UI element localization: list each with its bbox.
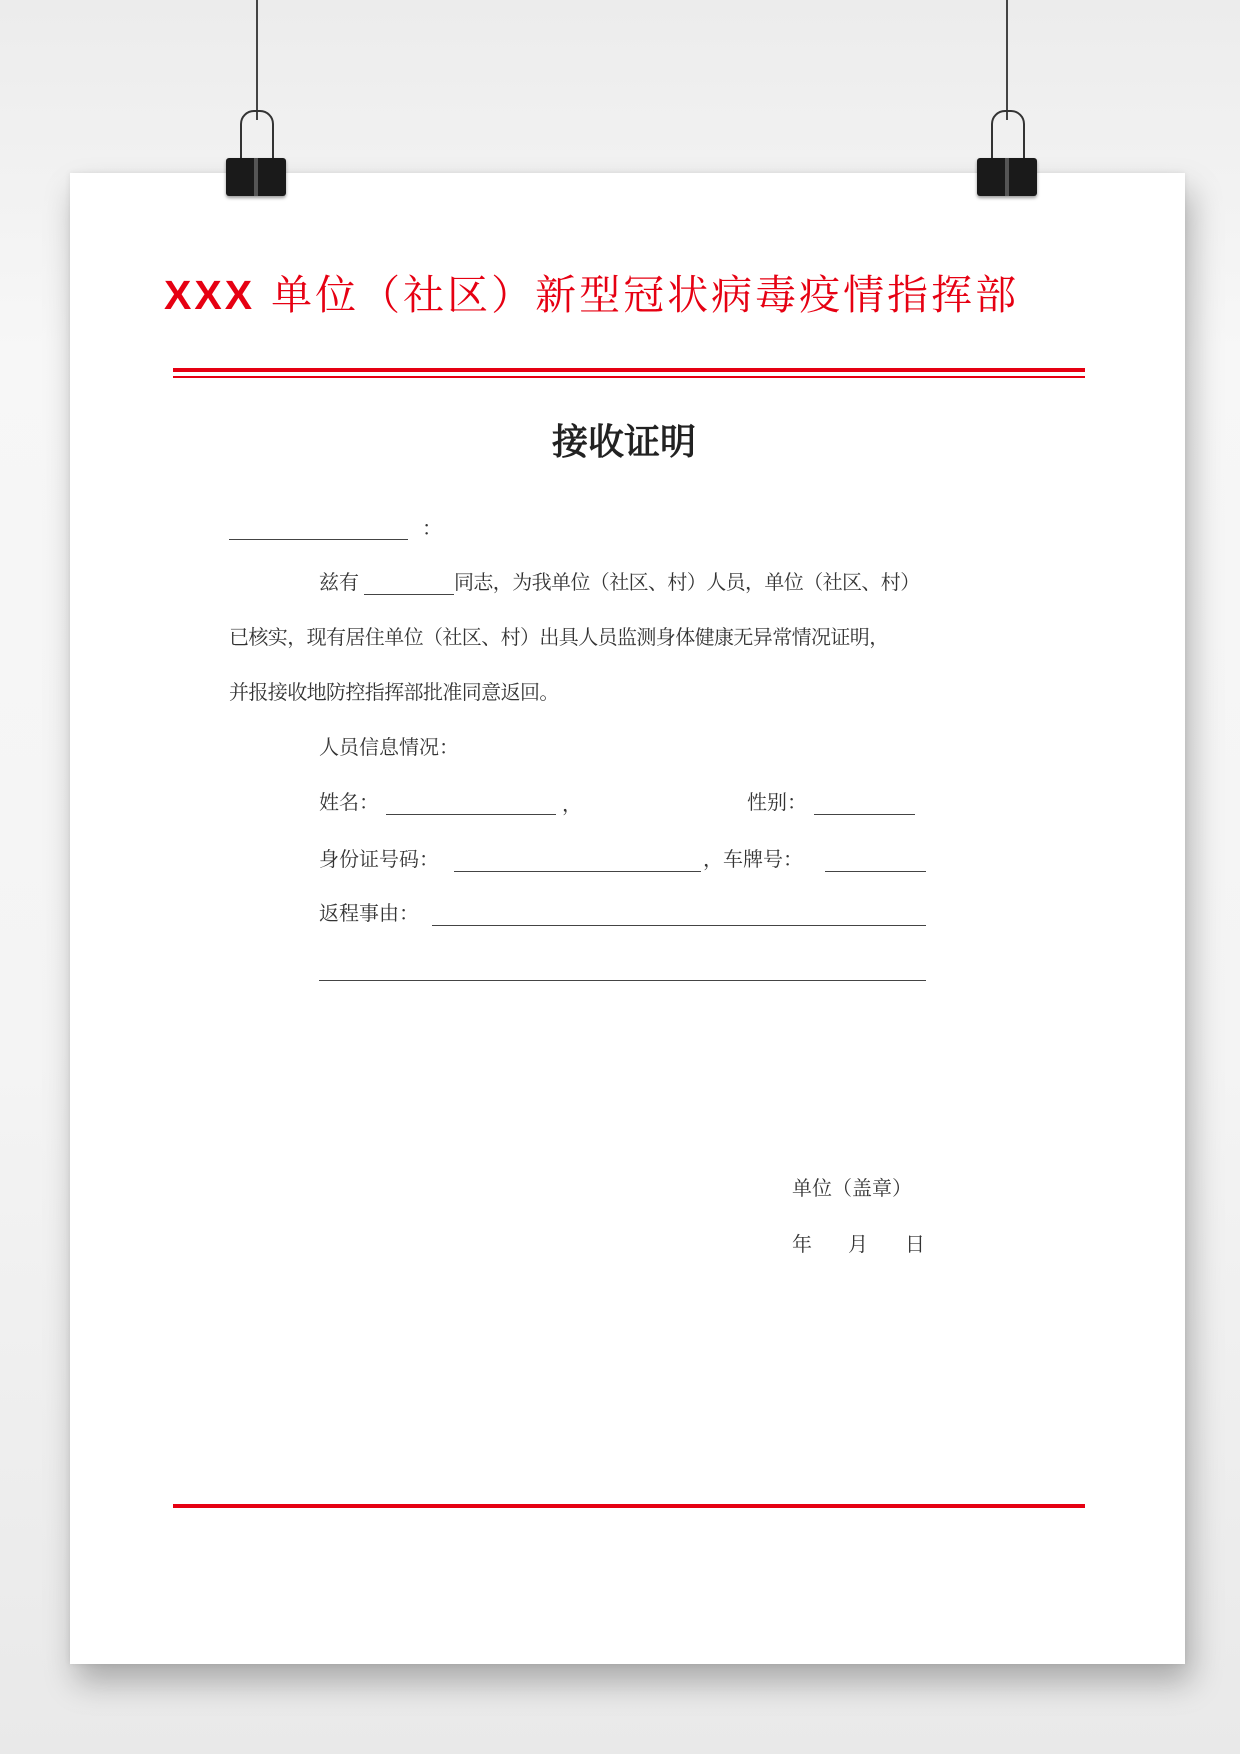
unit-seal-label: 单位（盖章）: [792, 1176, 912, 1200]
para-line1-end: 同志，为我单位（社区、村）人员，单位（社区、村）: [454, 570, 920, 594]
document-title: 接收证明: [551, 421, 696, 463]
comrade-name-blank[interactable]: [364, 594, 454, 595]
org-header-title: [164, 262, 1086, 321]
name-comma: ，: [562, 792, 582, 816]
reason-label: 返程事由：: [319, 901, 419, 925]
addressee-blank[interactable]: [229, 539, 408, 540]
header-divider-thick: [173, 368, 1085, 372]
plate-number-field[interactable]: [825, 871, 926, 872]
para-line3: 并报接收地防控指挥部批准同意返回。: [229, 680, 559, 704]
id-label: 身份证号码：: [319, 847, 439, 871]
para-line1-start: 兹有: [319, 570, 359, 594]
footer-divider: [173, 1504, 1085, 1508]
date-day: 日: [905, 1232, 925, 1256]
info-heading: 人员信息情况：: [319, 735, 459, 759]
date-year: 年: [792, 1232, 812, 1256]
org-title: 单位（社区）新型冠状病毒疫情指挥部: [271, 271, 1020, 319]
name-label: 姓名：: [319, 790, 379, 814]
para-line2: 已核实，现有居住单位（社区、村）出具人员监测身体健康无异常情况证明，: [229, 625, 889, 649]
hanging-string-right: [1006, 0, 1008, 120]
hanging-string-left: [256, 0, 258, 120]
org-prefix: XXX: [164, 272, 256, 318]
plate-label: ，车牌号：: [703, 847, 803, 871]
header-divider-thin: [173, 376, 1085, 378]
reason-field-line2[interactable]: [319, 980, 926, 981]
id-number-field[interactable]: [454, 871, 701, 872]
document-paper: [70, 173, 1185, 1664]
addressee-colon: ：: [422, 516, 442, 540]
reason-field[interactable]: [432, 925, 926, 926]
gender-label: 性别：: [747, 790, 807, 814]
gender-field[interactable]: [814, 814, 915, 815]
name-field[interactable]: [386, 814, 556, 815]
date-month: 月: [848, 1232, 868, 1256]
